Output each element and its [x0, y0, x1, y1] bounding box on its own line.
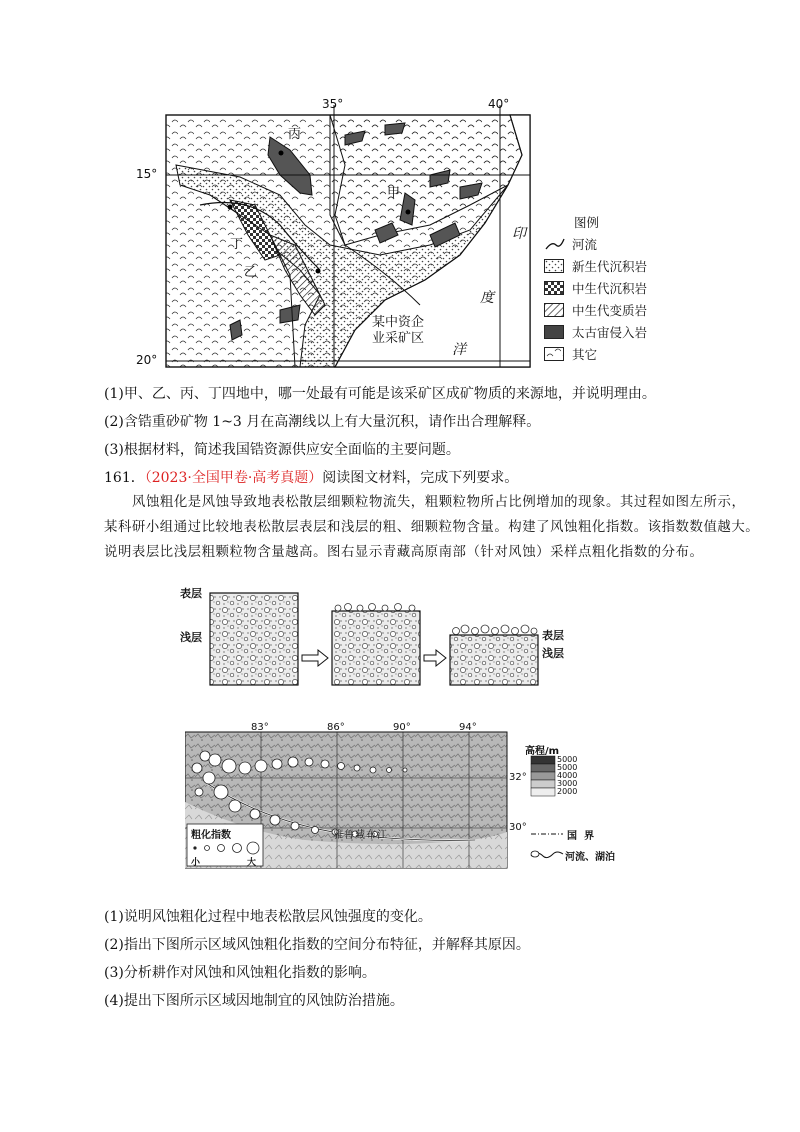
- lat-32-label: 32°: [509, 772, 527, 783]
- elev-3: 4000: [557, 771, 578, 780]
- question-161-4: (4)提出下图所示区域因地制宜的风蚀防治措施。: [104, 993, 404, 1009]
- arcs-swatch-icon: [544, 347, 564, 361]
- legend-other-label: 其它: [572, 347, 598, 362]
- elevation-title: 高程/m: [525, 746, 560, 757]
- para-line-2: 某科研小组通过比较地表松散层表层和浅层的粗、细颗粒物含量。构建了风蚀粗化指数。该指数数值越大。: [104, 520, 760, 535]
- question-instruction: 阅读图文材料，完成下列要求。: [322, 470, 519, 486]
- legend: [544, 213, 674, 373]
- process-drawing: [180, 583, 600, 693]
- para-line-1: 风蚀粗化是风蚀导致地表松散层细颗粒物流失，粗颗粒物所占比例增加的现象。其过程如图左所示，: [132, 495, 746, 510]
- label-shallow-1: 浅层: [180, 631, 202, 644]
- question-160-1: (1)甲、乙、丙、丁四地中，哪一处最有可能是该采矿区成矿物质的来源地，并说明理由。: [104, 386, 656, 402]
- label-surface-3: 表层: [542, 629, 564, 642]
- hatch-swatch-icon: [544, 303, 564, 317]
- lat-30-label: 30°: [509, 822, 527, 833]
- dots-swatch-icon: [544, 259, 564, 273]
- ocean-label-2: 度: [480, 290, 494, 306]
- question-source: （2023·全国甲卷·高考真题）: [144, 470, 323, 486]
- legend-border-label: 国 界: [567, 831, 594, 842]
- index-title: 粗化指数: [191, 830, 231, 841]
- lon-90-label: 90°: [393, 722, 411, 733]
- legend-cenozoic-label: 新生代沉积岩: [572, 259, 648, 274]
- elev-5: 2000: [557, 787, 578, 796]
- question-161-header: [104, 468, 518, 488]
- mine-area-line-2: 业采矿区: [372, 331, 425, 346]
- legend-mesozoic-sed-label: 中生代沉积岩: [572, 281, 648, 296]
- legend-river-lake-label: 河流、湖泊: [565, 852, 615, 863]
- label-ding: 丁: [230, 237, 244, 252]
- question-number: 161．: [104, 470, 145, 486]
- legend-archean-label: 太古宙侵入岩: [572, 325, 648, 340]
- lon-94-label: 94°: [459, 722, 477, 733]
- para-line-3: 说明表层比浅层粗颗粒物含量越高。图右显示青藏高原南部（针对风蚀）采样点粗化指数的分布。: [104, 545, 704, 560]
- elev-4: 3000: [557, 779, 578, 788]
- lon-35-label: 35°: [322, 97, 344, 111]
- question-161-1: (1)说明风蚀粗化过程中地表松散层风蚀强度的变化。: [104, 909, 432, 925]
- question-161-2: (2)指出下图所示区域风蚀粗化指数的空间分布特征，并解释其原因。: [104, 937, 530, 953]
- label-yi: 乙: [244, 265, 258, 280]
- label-surface-1: 表层: [180, 587, 202, 600]
- label-shallow-3: 浅层: [542, 647, 564, 660]
- river-label: 雅鲁藏布江: [333, 830, 388, 841]
- mine-area-label: [370, 315, 426, 347]
- lon-40-label: 40°: [488, 97, 510, 111]
- check-swatch-icon: [544, 281, 564, 295]
- legend-river-label: 河流: [572, 237, 598, 252]
- material-paragraph: [104, 490, 760, 565]
- lon-83-label: 83°: [251, 722, 269, 733]
- question-160-3: (3)根据材料，简述我国锆资源供应安全面临的主要问题。: [104, 442, 460, 458]
- label-jia: 甲: [387, 186, 401, 201]
- lon-86-label: 86°: [327, 722, 345, 733]
- elev-1: 5000: [557, 755, 578, 764]
- tibet-coarsening-map: [185, 722, 615, 872]
- ocean-label-1: 印: [512, 226, 526, 242]
- question-161-3: (3)分析耕作对风蚀和风蚀粗化指数的影响。: [104, 965, 376, 981]
- geology-map: [130, 95, 670, 375]
- question-160-2: (2)含锆重砂矿物 1~3 月在高潮线以上有大量沉积，请作出合理解释。: [104, 414, 541, 430]
- elev-2: 5000: [557, 763, 578, 772]
- ocean-label-3: 洋: [452, 342, 466, 358]
- label-bing: 丙: [288, 127, 302, 142]
- river-icon: [544, 237, 566, 253]
- solid-swatch-icon: [544, 325, 564, 339]
- lat-15-label: 15°: [136, 167, 158, 181]
- index-large: 大: [247, 858, 257, 868]
- lat-20-label: 20°: [136, 353, 158, 367]
- index-small: 小: [191, 858, 201, 868]
- legend-title: 图例: [574, 215, 600, 230]
- legend-mesozoic-meta-label: 中生代变质岩: [572, 303, 648, 318]
- mine-area-line-1: 某中资企: [372, 315, 425, 330]
- wind-erosion-process-figure: [180, 583, 600, 693]
